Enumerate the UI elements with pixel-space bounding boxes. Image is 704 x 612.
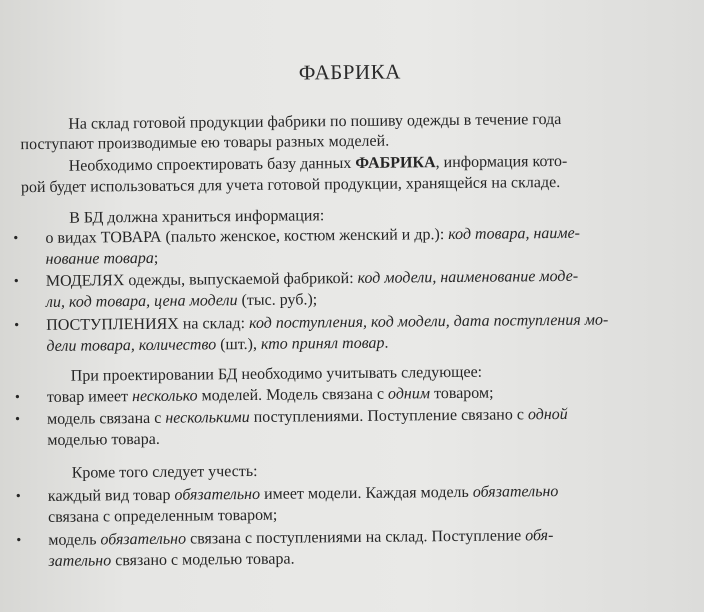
- rule-text: связано с моделью товара.: [111, 550, 295, 570]
- cardinality-term: одной: [527, 405, 568, 424]
- bullet-icon: •: [13, 274, 19, 290]
- database-name: ФАБРИКА: [355, 154, 436, 172]
- task-paragraph-line-2: рой будет использоваться для учета готовой продукции, хранящейся на складе.: [20, 173, 561, 197]
- bullet-icon: •: [14, 390, 20, 406]
- bullet-icon: •: [15, 412, 21, 428]
- info-heading: В БД должна храниться информация:: [69, 207, 325, 227]
- attribute-list: нование товара: [45, 249, 154, 268]
- entity-name-models: МОДЕЛЯХ: [45, 272, 125, 290]
- info-item-goods-line-1: [45, 224, 580, 249]
- rule-text: товар имеет: [46, 388, 133, 406]
- info-item-arrivals-line-1: [46, 311, 608, 336]
- extra-item-goods-line-1: [48, 482, 559, 507]
- rule-text: моделей. Модель связана с: [197, 385, 389, 405]
- cardinality-term: несколько: [131, 387, 198, 406]
- entity-name-goods: ТОВАРА: [100, 228, 162, 247]
- obligation-term: обязательно: [100, 530, 187, 549]
- attribute-list: код товара, наиме-: [448, 224, 581, 244]
- rule-text: модель связана с: [47, 409, 166, 428]
- obligation-term: зательно: [48, 552, 112, 570]
- design-item-models-arrivals-line-1: [47, 405, 568, 430]
- bullet-icon: •: [13, 231, 19, 247]
- task-text-end: , информация кото-: [435, 152, 568, 172]
- info-item-text: (тыс. руб.);: [237, 291, 318, 310]
- rule-text: имеет модели. Каждая модель: [259, 483, 473, 503]
- extra-heading: Кроме того следует учесть:: [71, 462, 258, 482]
- obligation-term: обязательно: [174, 485, 261, 504]
- attribute-list: ли, код товара, цена модели: [45, 292, 238, 311]
- info-item-text: одежды, выпускаемой фабрикой:: [124, 269, 358, 290]
- info-item-models-line-1: [46, 267, 578, 292]
- attribute-list: код поступления, код модели, дата поступления мо-: [248, 311, 609, 332]
- obligation-term: обязательно: [472, 483, 559, 501]
- rule-text: товаром;: [429, 384, 494, 403]
- info-item-models-line-2: [46, 290, 317, 313]
- cardinality-term: одним: [387, 385, 431, 403]
- attribute-list: дели товара, количество: [46, 336, 217, 355]
- punctuation: .: [384, 334, 389, 352]
- cardinality-term: несколькими: [165, 408, 250, 427]
- bullet-icon: •: [15, 489, 21, 505]
- info-item-text: на склад:: [178, 314, 250, 333]
- bullet-icon: •: [14, 318, 20, 334]
- rule-text: связана с поступлениями на склад. Поступление: [185, 527, 526, 548]
- document-title: ФАБРИКА: [298, 59, 401, 85]
- punctuation: ;: [153, 249, 159, 267]
- rule-text: модель: [48, 531, 101, 549]
- rule-text: поступлениями. Поступление связано с: [249, 406, 529, 426]
- design-heading: При проектировании БД необходимо учитывать следующее:: [70, 363, 483, 385]
- attribute-list: код модели, наименование моде-: [357, 267, 579, 287]
- info-item-label: о видах: [45, 229, 101, 247]
- info-item-text: (шт.),: [216, 335, 262, 354]
- extra-item-models-line-1: [48, 526, 553, 551]
- attribute-list: кто принял товар: [260, 334, 385, 353]
- info-item-goods-line-2: [46, 249, 159, 270]
- entity-name-arrivals: ПОСТУПЛЕНИЯХ: [46, 315, 179, 334]
- info-item-arrivals-line-2: [46, 334, 388, 357]
- obligation-term: обя-: [525, 527, 554, 545]
- intro-paragraph-line-2: поступают производимые ею товары разных моделей.: [20, 132, 390, 154]
- rule-text: каждый вид товар: [47, 486, 175, 505]
- design-item-models-arrivals-line-2: моделью товара.: [47, 430, 160, 449]
- info-item-text: (пальто женское, костюм женский и др.):: [161, 226, 449, 246]
- design-item-goods-models: [47, 384, 494, 408]
- task-text-start: Необходимо спроектировать базу данных: [68, 154, 356, 175]
- extra-item-goods-line-2: связана с определенным товаром;: [47, 506, 278, 526]
- extra-item-models-line-2: [48, 550, 294, 572]
- bullet-icon: •: [16, 533, 22, 549]
- intro-paragraph-line-1: На склад готовой продукции фабрики по пошиву одежды в течение года: [68, 110, 562, 133]
